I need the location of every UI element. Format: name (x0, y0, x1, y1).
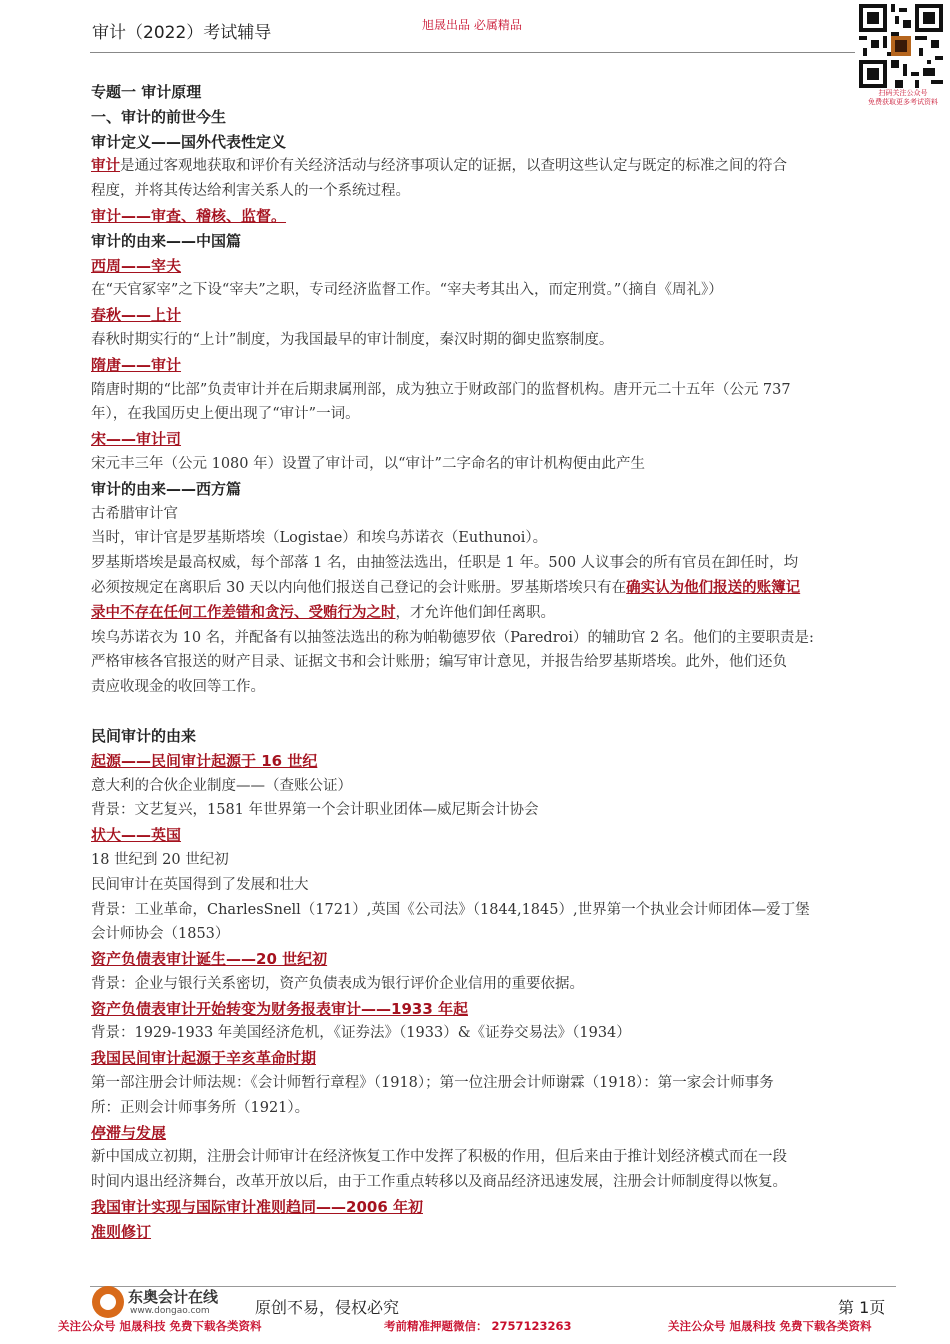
document-header-title: 审计（2022）考试辅导 (92, 23, 272, 43)
greece-paragraph-line: 罗基斯塔埃是最高权威，每个部落 1 名，由抽签法选出，任职是 1 年。500 人议事会的所有官员在卸任时，均 (91, 555, 799, 572)
footer-slogan: 原创不易，侵权必究 (255, 1298, 400, 1317)
promo-left: 关注公众号 旭晟科技 免费下载各类资料 (58, 1319, 262, 1333)
uk-heading: 状大——英国 (91, 826, 182, 845)
china-civil-audit-paragraph-line: 第一部注册会计师法规：《会计师暂行章程》（1918）；第一位注册会计师谢霖（1918）：第一家会计师事务 (91, 1075, 774, 1092)
origin-paragraph-line: 意大利的合伙企业制度——（查账公证） (91, 777, 352, 794)
logo-mark-icon (92, 1286, 124, 1318)
chunqiu-heading: 春秋——上计 (91, 306, 182, 325)
greece-paragraph-line: 古希腊审计官 (91, 505, 178, 522)
balance-sheet-audit-paragraph: 背景：企业与银行关系密切，资产负债表成为银行评价企业信用的重要依据。 (91, 975, 584, 992)
greece-emphasis: 确实认为他们报送的账簿记 (626, 579, 801, 596)
greece-paragraph-line: 严格审核各官报送的财产目录、证据文书和会计账册；编写审计意见，并报告给罗基斯塔埃。此外，他们还负 (91, 654, 787, 671)
logo-name: 东奥会计在线 (128, 1288, 219, 1306)
xizhou-paragraph: 在“天官冢宰”之下设“宰夫”之职，专司经济监督工作。“宰夫考其出入，而定刑赏。”（摘自《周礼》） (91, 282, 723, 299)
greece-text: ，才允许他们卸任离职。 (395, 604, 555, 621)
key-point-heading: 审计——审查、稽核、监督。 (91, 206, 287, 225)
origin-paragraph-line: 背景：文艺复兴，1581 年世界第一个会计职业团体—威尼斯会计协会 (91, 802, 539, 819)
international-convergence-heading: 我国审计实现与国际审计准则趋同——2006 年初 (91, 1198, 423, 1217)
greece-paragraph-line (91, 576, 897, 601)
greece-text: 必须按规定在离职后 30 天以内向他们报送自己登记的会计账册。罗基斯塔埃只有在 (91, 579, 627, 596)
promo-center: 考前精准押题微信： 2757123263 (384, 1319, 572, 1333)
page-number: 第 1页 (838, 1298, 886, 1317)
song-paragraph: 宋元丰三年（公元 1080 年）设置了审计司，以“审计”二字命名的审计机构便由此产生 (91, 455, 645, 472)
balance-sheet-audit-heading: 资产负债表审计诞生——20 世纪初 (91, 950, 328, 969)
definition-term: 审计 (91, 158, 120, 175)
paragraph-gap (91, 700, 897, 724)
qr-code-icon (857, 4, 945, 88)
greece-emphasis: 录中不存在任何工作差错和贪污、受贿行为之时 (91, 604, 396, 621)
uk-paragraph-line: 民间审计在英国得到了发展和壮大 (91, 876, 309, 893)
uk-paragraph-line: 18 世纪到 20 世纪初 (91, 851, 229, 868)
definition-heading: 审计定义——国外代表性定义 (91, 132, 287, 151)
west-origin-heading: 审计的由来——西方篇 (91, 479, 242, 498)
topic-title: 专题一 审计原理 (91, 83, 202, 101)
greece-paragraph-line: 责应收现金的收回等工作。 (91, 679, 265, 696)
standard-revision-heading: 准则修订 (91, 1222, 152, 1241)
definition-text: 是通过客观地获取和评价有关经济活动与经济事项认定的证据，以查明这些认定与既定的标准之间的符合 (120, 158, 787, 175)
china-origin-heading: 审计的由来——中国篇 (91, 231, 242, 250)
china-civil-audit-heading: 我国民间审计起源于辛亥革命时期 (91, 1049, 317, 1068)
civil-audit-heading: 民间审计的由来 (91, 726, 197, 745)
header-slogan: 旭晟出品 必属精品 (422, 18, 522, 32)
uk-paragraph-line: 背景：工业革命，CharlesSnell（1721）,英国《公司法》（1844,1845）,世界第一个执业会计师团体—爱丁堡 (91, 901, 810, 918)
promo-right: 关注公众号 旭晟科技 免费下载各类资料 (668, 1319, 872, 1333)
financial-statement-audit-heading: 资产负债表审计开始转变为财务报表审计——1933 年起 (91, 999, 468, 1018)
origin-heading: 起源——民间审计起源于 16 世纪 (91, 751, 318, 770)
stagnation-paragraph-line: 新中国成立初期，注册会计师审计在经济恢复工作中发挥了积极的作用，但后来由于推计划经济模式而在一段 (91, 1149, 787, 1166)
uk-paragraph-line: 会计师协会（1853） (91, 926, 230, 943)
xizhou-heading: 西周——宰夫 (91, 256, 182, 275)
greece-paragraph-line: 当时，审计官是罗基斯塔埃（Logistae）和埃乌苏诺衣（Euthunoi）。 (91, 530, 548, 547)
stagnation-heading: 停滞与发展 (91, 1123, 167, 1142)
greece-paragraph-line: 埃乌苏诺衣为 10 名，并配备有以抽签法选出的称为帕勒德罗依（Paredroi）的辅助官 2 名。他们的主要职责是: (91, 629, 814, 646)
document-body (91, 80, 897, 1245)
qr-caption-line-2: 免费获取更多考试资料 (868, 98, 938, 106)
chunqiu-paragraph: 春秋时期实行的“上计”制度，为我国最早的审计制度，秦汉时期的御史监察制度。 (91, 331, 614, 348)
section-title: 一、审计的前世今生 (91, 107, 227, 126)
financial-statement-audit-paragraph: 背景：1929-1933 年美国经济危机，《证券法》（1933）&《证券交易法》（1934） (91, 1025, 631, 1042)
definition-paragraph-line: 程度，并将其传达给利害关系人的一个系统过程。 (91, 183, 410, 200)
promo-strip (0, 1316, 950, 1338)
china-civil-audit-paragraph-line: 所：正则会计师事务所（1921）。 (91, 1099, 310, 1116)
definition-paragraph-line (91, 154, 897, 179)
suitang-heading: 隋唐——审计 (91, 355, 182, 374)
suitang-paragraph-line: 隋唐时期的“比部”负责审计并在后期隶属刑部，成为独立于财政部门的监督机构。唐开元二十五年（公元 737 (91, 381, 791, 398)
greece-paragraph-line (91, 601, 897, 626)
header-divider (90, 52, 855, 53)
qr-caption-line-1: 扫码关注公众号 (878, 89, 928, 97)
stagnation-paragraph-line: 时间内退出经济舞台，改革开放以后，由于工作重点转移以及商品经济迅速发展，注册会计师制度得以恢复。 (91, 1174, 787, 1191)
suitang-paragraph-line: 年），在我国历史上便出现了“审计”一词。 (91, 406, 360, 423)
song-heading: 宋——审计司 (91, 430, 182, 449)
logo-url: www.dongao.com (130, 1306, 210, 1316)
